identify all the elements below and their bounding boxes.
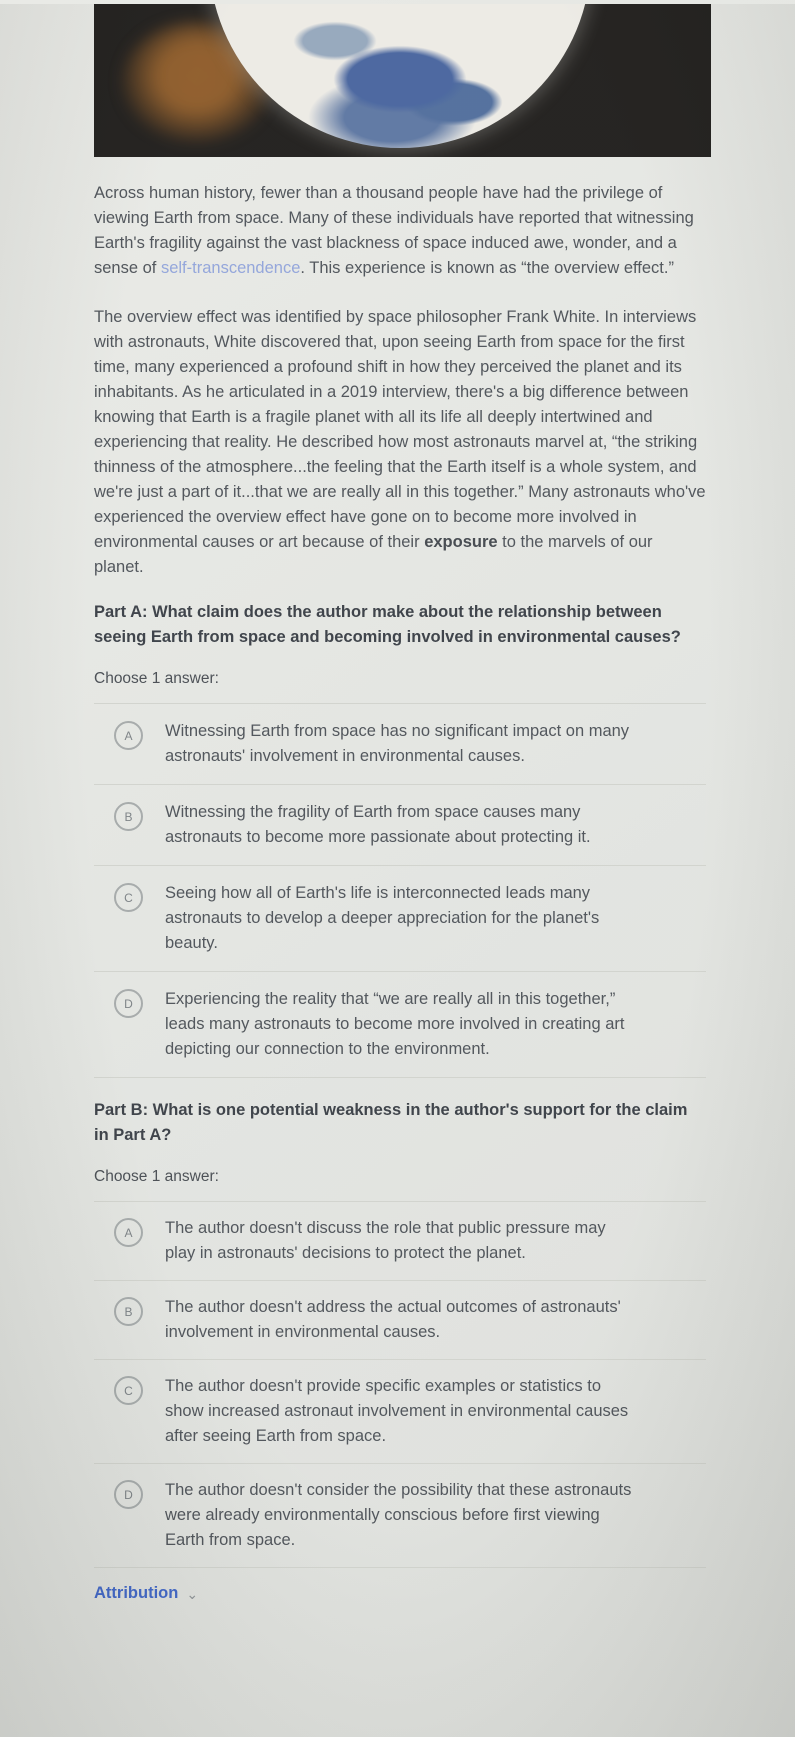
choice-letter: A bbox=[124, 728, 133, 743]
radio-button-c[interactable] bbox=[114, 883, 143, 912]
choice-letter: C bbox=[124, 1383, 133, 1398]
radio-button-d[interactable] bbox=[114, 1480, 143, 1509]
radio-button-a[interactable] bbox=[114, 1218, 143, 1247]
earth-from-space-image bbox=[94, 4, 711, 157]
choice-letter: A bbox=[124, 1225, 133, 1240]
choice-text: The author doesn't consider the possibility that these astronauts were already environmentally conscious before first viewing Earth from space. bbox=[165, 1481, 632, 1549]
choice-text: The author doesn't provide specific examples or statistics to show increased astronaut involvement in environmental causes after seeing Earth from space. bbox=[165, 1377, 629, 1445]
attribution-label: Attribution bbox=[94, 1584, 179, 1602]
choice-letter: D bbox=[124, 996, 133, 1011]
exposure-bold-term: exposure bbox=[424, 533, 498, 551]
part-a-choice-b[interactable] bbox=[94, 784, 706, 865]
chevron-down-icon: ⌄ bbox=[186, 1585, 199, 1602]
choice-letter: B bbox=[124, 1304, 133, 1319]
part-a-choose-label: Choose 1 answer: bbox=[94, 670, 219, 687]
earth-globe bbox=[209, 4, 591, 148]
part-b-question: Part B: What is one potential weakness in the author's support for the claim in Part A? bbox=[94, 1101, 688, 1144]
part-b-choice-a[interactable] bbox=[94, 1201, 706, 1280]
choice-letter: B bbox=[124, 809, 133, 824]
choice-text: Witnessing the fragility of Earth from space causes many astronauts to become more passionate about protecting it. bbox=[165, 803, 591, 846]
part-a-choices bbox=[94, 703, 706, 1078]
radio-button-a[interactable] bbox=[114, 721, 143, 750]
choice-letter: D bbox=[124, 1487, 133, 1502]
passage-text: The overview effect was identified by space philosopher Frank White. In interviews with astronauts, White discovered that, upon seeing Earth from space for the first time, many experienced a profound shift in how they perceived the planet and its inhabitants. As he articulated in a 2019 interview, there's a big difference between knowing that Earth is a fragile planet with all its life all deeply intertwined and experiencing that reality. He described how most astronauts marvel at, “the striking thinness of the atmosphere...the feeling that the Earth itself is a whole system, and we're just a part of it...that we are really all in this together.” Many astronauts who've experienced the overview effect have gone on to become more involved in environmental causes or art because of their bbox=[94, 308, 706, 551]
part-b-choice-b[interactable] bbox=[94, 1280, 706, 1359]
choice-text: The author doesn't address the actual outcomes of astronauts' involvement in environmental causes. bbox=[165, 1298, 621, 1341]
part-b-choices bbox=[94, 1201, 706, 1568]
attribution-link[interactable] bbox=[94, 1584, 706, 1603]
radio-button-b[interactable] bbox=[114, 1297, 143, 1326]
passage-text: . This experience is known as “the overview effect.” bbox=[300, 259, 674, 277]
passage-text: Across human history, fewer than a thousand people have had the privilege of viewing Earth from space. Many of these individuals have reported that witnessing Earth's fragility against the vast blackness of space induced awe, wonder, and a sense of bbox=[94, 184, 694, 277]
part-a-choice-d[interactable] bbox=[94, 971, 706, 1077]
passage-paragraph-1 bbox=[94, 181, 706, 281]
part-a-choice-a[interactable] bbox=[94, 703, 706, 784]
part-b-choice-c[interactable] bbox=[94, 1359, 706, 1463]
part-b-choice-d[interactable] bbox=[94, 1463, 706, 1567]
passage-text: to the marvels of our planet. bbox=[94, 533, 653, 576]
radio-button-c[interactable] bbox=[114, 1376, 143, 1405]
part-a-question: Part A: What claim does the author make about the relationship between seeing Earth from space and becoming involved in environmental causes? bbox=[94, 603, 681, 646]
self-transcendence-link[interactable]: self-transcendence bbox=[160, 259, 301, 277]
part-a-choice-c[interactable] bbox=[94, 865, 706, 971]
passage-paragraph-2 bbox=[94, 305, 706, 580]
radio-button-b[interactable] bbox=[114, 802, 143, 831]
radio-button-d[interactable] bbox=[114, 989, 143, 1018]
choice-text: Seeing how all of Earth's life is interconnected leads many astronauts to develop a deeper appreciation for the planet's beauty. bbox=[165, 884, 600, 952]
part-b-choose-label: Choose 1 answer: bbox=[94, 1168, 219, 1185]
exercise-page bbox=[94, 4, 706, 1603]
choice-letter: C bbox=[124, 890, 133, 905]
choice-text: Witnessing Earth from space has no significant impact on many astronauts' involvement in environmental causes. bbox=[165, 722, 630, 765]
choice-text: Experiencing the reality that “we are really all in this together,” leads many astronauts to become more involved in creating art depicting our connection to the environment. bbox=[165, 990, 625, 1058]
choice-text: The author doesn't discuss the role that public pressure may play in astronauts' decisions to protect the planet. bbox=[165, 1219, 606, 1262]
